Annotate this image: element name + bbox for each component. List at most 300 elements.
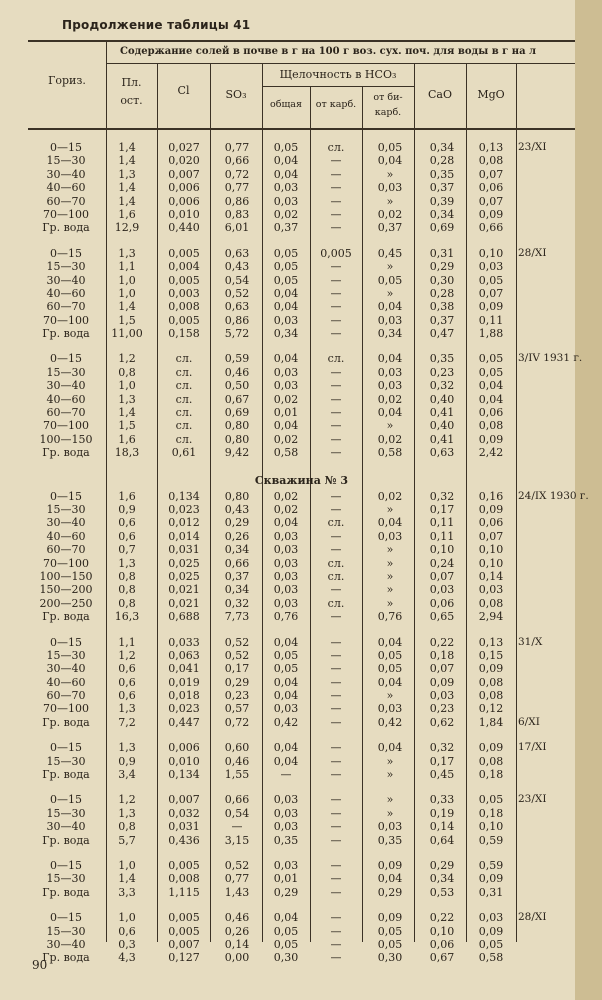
table-cell: 2,42 — [478, 446, 504, 460]
table-cell: 0,46 — [224, 754, 250, 768]
table-cell: 40—60 — [46, 675, 86, 689]
table-cell: — — [330, 221, 342, 235]
group-spacer — [28, 847, 575, 859]
table-cell: 0,021 — [168, 596, 200, 610]
table-cell: 0,09 — [478, 207, 504, 221]
table-row — [28, 516, 575, 529]
table-row — [28, 793, 575, 806]
table-cell: 1,4 — [118, 872, 136, 886]
header-so3: SO₃ — [225, 88, 247, 101]
table-cell: 0,09 — [478, 872, 504, 886]
table-cell: 0,07 — [478, 167, 504, 181]
table-cell: 0,61 — [171, 446, 197, 460]
header-cao: CaO — [428, 88, 452, 101]
table-cell: 70—100 — [43, 702, 89, 716]
table-cell: — — [330, 502, 342, 516]
sample-date-extra: 6/XI — [518, 715, 540, 728]
table-cell: 0,09 — [478, 662, 504, 676]
group-spacer — [28, 235, 575, 247]
table-cell: сл. — [175, 432, 193, 446]
table-cell: 0,014 — [168, 529, 200, 543]
table-cell: 0,04 — [273, 167, 299, 181]
table-cell: 0,004 — [168, 260, 200, 274]
table-row — [28, 154, 575, 167]
table-row — [28, 716, 575, 729]
table-cell: 0,05 — [273, 260, 299, 274]
sample-date: 23/XI — [518, 141, 547, 153]
table-cell: 0,35 — [429, 352, 455, 366]
table-cell: 0,8 — [118, 569, 136, 583]
table-cell: » — [386, 260, 394, 274]
table-cell: 1,55 — [224, 768, 250, 782]
table-cell: 0,006 — [168, 741, 200, 755]
table-row — [28, 938, 575, 951]
table-row — [28, 260, 575, 273]
table-cell: 0,027 — [168, 141, 200, 154]
header-alkalinity: Щелочность в HCO₃ — [279, 68, 397, 81]
table-cell: сл. — [327, 141, 345, 154]
table-cell: 15—30 — [46, 365, 86, 379]
table-cell: 0,005 — [168, 858, 200, 872]
table-cell: 0,436 — [168, 833, 200, 847]
row-group — [28, 489, 589, 624]
table-cell: 0,23 — [224, 689, 250, 703]
table-cell: 0,40 — [429, 419, 455, 433]
table-cell: 0,22 — [429, 635, 455, 649]
table-cell: 0,09 — [377, 858, 403, 872]
table-cell: 0,04 — [273, 911, 299, 925]
table-cell: 0,134 — [168, 489, 200, 503]
table-cell: 0,6 — [118, 689, 136, 703]
table-row — [28, 689, 575, 702]
table-cell: — — [330, 858, 342, 872]
table-cell: 0,05 — [273, 924, 299, 938]
table-cell: 0,04 — [377, 300, 403, 314]
table-cell: 0,08 — [478, 689, 504, 703]
table-cell: 0,688 — [168, 610, 200, 624]
table-cell: 0,41 — [429, 432, 455, 446]
table-cell: 0,14 — [224, 937, 250, 951]
table-cell: 1,2 — [118, 352, 136, 366]
table-cell: 0,05 — [478, 273, 504, 287]
table-row — [28, 768, 575, 781]
table-cell: 0,38 — [429, 300, 455, 314]
table-cell: — — [330, 702, 342, 716]
table-row — [28, 872, 575, 885]
row-group — [28, 859, 575, 899]
table-cell: 0,07 — [478, 286, 504, 300]
table-cell: 0,04 — [273, 352, 299, 366]
table-cell: 0,005 — [168, 911, 200, 925]
table-row — [28, 168, 575, 181]
table-cell: 0,46 — [224, 365, 250, 379]
header-cl: Cl — [177, 84, 190, 97]
table-cell: 0,031 — [168, 820, 200, 834]
row-group — [28, 352, 583, 460]
table-cell: 0—15 — [50, 635, 82, 649]
table-cell: 60—70 — [46, 689, 86, 703]
table-cell: 0,03 — [377, 702, 403, 716]
table-cell: — — [330, 885, 342, 899]
table-row — [28, 583, 575, 596]
table-cell: 200—250 — [39, 596, 93, 610]
table-cell: 0,01 — [273, 406, 299, 420]
table-cell: 1,4 — [118, 406, 136, 420]
table-cell: сл. — [327, 596, 345, 610]
table-cell: сл. — [175, 352, 193, 366]
table-cell: — — [280, 768, 292, 782]
group-spacer — [28, 729, 575, 741]
table-cell: 0,30 — [429, 273, 455, 287]
table-cell: 0,03 — [273, 806, 299, 820]
table-cell: 0,05 — [273, 246, 299, 260]
table-cell: — — [330, 754, 342, 768]
table-cell: 0—15 — [50, 489, 82, 503]
table-cell: » — [386, 543, 394, 557]
table-cell: сл. — [327, 352, 345, 366]
group-spacer — [28, 460, 575, 472]
table-cell: 0,04 — [377, 675, 403, 689]
table-cell: 0,158 — [168, 327, 200, 341]
table-cell: 0,05 — [273, 273, 299, 287]
table-cell: сл. — [175, 392, 193, 406]
table-cell: Гр. вода — [42, 221, 90, 235]
table-cell: 0,03 — [429, 689, 455, 703]
table-cell: 0,17 — [429, 502, 455, 516]
table-cell: 0,64 — [429, 833, 455, 847]
top-rule — [28, 40, 575, 42]
table-cell: 0,53 — [429, 885, 455, 899]
table-cell: 1,0 — [118, 379, 136, 393]
table-cell: 0,46 — [224, 911, 250, 925]
table-cell: 7,73 — [224, 610, 250, 624]
table-cell: 0,50 — [224, 379, 250, 393]
table-cell: 0,05 — [478, 937, 504, 951]
table-row — [28, 859, 575, 872]
table-cell: 0,02 — [273, 392, 299, 406]
table-cell: 0,69 — [224, 406, 250, 420]
table-cell: 0,23 — [429, 365, 455, 379]
table-cell: » — [386, 502, 394, 516]
span-title-rule — [106, 63, 575, 64]
table-cell: 0,17 — [429, 754, 455, 768]
table-cell: сл. — [175, 365, 193, 379]
table-cell: 30—40 — [46, 820, 86, 834]
table-cell: 0,6 — [118, 675, 136, 689]
table-cell: 0,86 — [224, 313, 250, 327]
table-cell: 0,34 — [377, 327, 403, 341]
table-cell: 0,59 — [478, 833, 504, 847]
table-cell: 0,37 — [224, 569, 250, 583]
table-cell: — — [330, 432, 342, 446]
table-cell: 1,1 — [118, 635, 136, 649]
table-row — [28, 610, 575, 623]
table-cell: 1,4 — [118, 181, 136, 195]
table-cell: 0,23 — [429, 702, 455, 716]
table-row — [28, 352, 583, 366]
table-cell: 0,9 — [118, 502, 136, 516]
table-cell: 1,4 — [118, 194, 136, 208]
table-cell: 0,31 — [429, 246, 455, 260]
table-cell: 15—30 — [46, 502, 86, 516]
table-cell: 1,6 — [118, 432, 136, 446]
table-cell: 0,30 — [273, 951, 299, 965]
header-alk-bicarb-1: от би- — [373, 92, 403, 103]
table-row — [28, 489, 589, 503]
table-row — [28, 755, 575, 768]
table-cell: 0,02 — [273, 489, 299, 503]
table-cell: 0,05 — [377, 273, 403, 287]
table-cell: 0,33 — [429, 793, 455, 807]
table-cell: 0,04 — [273, 154, 299, 168]
sample-date: 17/XI — [518, 741, 547, 754]
table-cell: » — [386, 768, 394, 782]
table-cell: » — [386, 806, 394, 820]
table-cell: 9,42 — [224, 446, 250, 460]
table-cell: 0,35 — [377, 833, 403, 847]
table-cell: 0,13 — [478, 635, 504, 649]
table-cell: 0,52 — [224, 858, 250, 872]
table-cell: » — [386, 167, 394, 181]
table-cell: 0,37 — [429, 181, 455, 195]
sample-date: 28/XI — [518, 246, 547, 259]
table-cell: 60—70 — [46, 406, 86, 420]
table-cell: 0,6 — [118, 529, 136, 543]
table-cell: — — [330, 446, 342, 460]
table-cell: 0,04 — [273, 741, 299, 755]
table-cell: 0,77 — [224, 141, 250, 154]
table-cell: 0,04 — [273, 635, 299, 649]
table-row — [28, 446, 575, 459]
table-cell: 0,66 — [224, 556, 250, 570]
table-row — [28, 195, 575, 208]
table-cell: 0,03 — [377, 181, 403, 195]
table-cell: 0,03 — [273, 569, 299, 583]
header-alk-bicarb-2: карб. — [374, 107, 402, 118]
table-cell: 0,07 — [429, 569, 455, 583]
table-cell: 0,02 — [377, 489, 403, 503]
sample-date: 31/X — [518, 635, 543, 648]
table-cell: 0,39 — [429, 194, 455, 208]
table-cell: 0,05 — [273, 141, 299, 154]
table-cell: 0,005 — [168, 924, 200, 938]
table-cell: 0,05 — [478, 365, 504, 379]
table-cell: 0,03 — [273, 858, 299, 872]
table-cell: 0—15 — [50, 141, 82, 154]
table-cell: 0,025 — [168, 569, 200, 583]
table-cell: — — [330, 768, 342, 782]
section-title: Скважина № 3 — [254, 473, 349, 487]
table-cell: 30—40 — [46, 937, 86, 951]
table-cell: 0,72 — [224, 167, 250, 181]
table-cell: 5,72 — [224, 327, 250, 341]
table-cell: 0,66 — [478, 221, 504, 235]
table-cell: 0,63 — [224, 300, 250, 314]
table-cell: 0,67 — [224, 392, 250, 406]
table-cell: 0,04 — [478, 379, 504, 393]
sample-date: 28/XI — [518, 911, 547, 924]
table-cell: 0,11 — [478, 313, 504, 327]
table-cell: 0,023 — [168, 502, 200, 516]
table-cell: 0,03 — [273, 702, 299, 716]
table-cell: 15—30 — [46, 260, 86, 274]
table-cell: 0,09 — [478, 300, 504, 314]
table-cell: 1,3 — [118, 702, 136, 716]
table-cell: 60—70 — [46, 194, 86, 208]
table-cell: 0,04 — [377, 154, 403, 168]
table-cell: 0,57 — [224, 702, 250, 716]
table-cell: 0,18 — [429, 648, 455, 662]
table-cell: 0,006 — [168, 181, 200, 195]
table-cell: 0,127 — [168, 951, 200, 965]
table-cell: — — [330, 207, 342, 221]
table-cell: — — [231, 820, 243, 834]
table-cell: 11,00 — [111, 327, 143, 341]
table-cell: 0,30 — [377, 951, 403, 965]
table-cell: — — [330, 154, 342, 168]
table-row — [28, 911, 575, 924]
table-cell: 70—100 — [43, 313, 89, 327]
table-cell: 0,032 — [168, 806, 200, 820]
table-cell: 0,03 — [478, 583, 504, 597]
table-cell: 0,10 — [429, 924, 455, 938]
table-cell: — — [330, 419, 342, 433]
table-cell: 0,32 — [429, 489, 455, 503]
table-cell: — — [330, 689, 342, 703]
table-row — [28, 287, 575, 300]
table-cell: — — [330, 406, 342, 420]
table-cell: 30—40 — [46, 379, 86, 393]
table-cell: 1,5 — [118, 419, 136, 433]
table-cell: 0,03 — [273, 596, 299, 610]
table-cell: 0,34 — [224, 583, 250, 597]
header-bottom-rule — [28, 128, 575, 130]
table-cell: 1,84 — [478, 715, 504, 729]
table-cell: 0,28 — [429, 154, 455, 168]
table-cell: 30—40 — [46, 167, 86, 181]
table-cell: 0,04 — [273, 300, 299, 314]
table-cell: — — [330, 872, 342, 886]
table-cell: 0,26 — [224, 529, 250, 543]
table-cell: 30—40 — [46, 273, 86, 287]
table-cell: 0,003 — [168, 286, 200, 300]
table-cell: 0,40 — [429, 392, 455, 406]
table-cell: 0,8 — [118, 583, 136, 597]
table-cell: 0,62 — [429, 715, 455, 729]
table-cell: 0,09 — [478, 741, 504, 755]
table-row — [28, 300, 575, 313]
table-cell: — — [330, 273, 342, 287]
table-cell: 0,05 — [273, 937, 299, 951]
table-row — [28, 327, 575, 340]
table-cell: 0,007 — [168, 793, 200, 807]
table-cell: — — [330, 675, 342, 689]
table-cell: 0,58 — [377, 446, 403, 460]
table-cell: — — [330, 167, 342, 181]
table-cell: 1,3 — [118, 806, 136, 820]
table-row — [28, 181, 575, 194]
table-cell: 0,10 — [478, 820, 504, 834]
table-cell: 0,03 — [377, 820, 403, 834]
table-row — [28, 221, 575, 234]
table-cell: 15—30 — [46, 754, 86, 768]
table-cell: 0,02 — [273, 432, 299, 446]
table-cell: 0,07 — [478, 194, 504, 208]
group-spacer — [28, 965, 575, 977]
table-cell: 0,72 — [224, 715, 250, 729]
table-cell: 0,04 — [273, 516, 299, 530]
header-alk-total: общая — [270, 99, 302, 110]
table-cell: 0,29 — [273, 885, 299, 899]
table-row — [28, 208, 575, 221]
table-cell: сл. — [175, 406, 193, 420]
table-cell: 0,29 — [377, 885, 403, 899]
sample-date: 3/IV 1931 г. — [518, 352, 583, 365]
table-cell: 0,77 — [224, 181, 250, 195]
table-cell: 1,3 — [118, 741, 136, 755]
table-cell: 1,115 — [168, 885, 200, 899]
table-cell: 1,0 — [118, 286, 136, 300]
table-cell: 0,59 — [224, 352, 250, 366]
table-cell: 0,34 — [273, 327, 299, 341]
table-cell: 0,04 — [377, 872, 403, 886]
table-row — [28, 925, 575, 938]
table-cell: 0,03 — [429, 583, 455, 597]
table-cell: 0,76 — [377, 610, 403, 624]
table-cell: » — [386, 286, 394, 300]
table-cell: — — [330, 313, 342, 327]
table-row — [28, 543, 575, 556]
table-cell: 15—30 — [46, 154, 86, 168]
table-cell: 0—15 — [50, 246, 82, 260]
table-row — [28, 419, 575, 432]
table-cell: — — [330, 392, 342, 406]
table-cell: 0,80 — [224, 419, 250, 433]
table-cell: 0,26 — [224, 924, 250, 938]
table-row — [28, 702, 575, 715]
table-cell: 30—40 — [46, 516, 86, 530]
table-cell: 0,32 — [429, 741, 455, 755]
table-cell: 70—100 — [43, 419, 89, 433]
table-cell: » — [386, 419, 394, 433]
table-cell: 0,008 — [168, 872, 200, 886]
table-cell: Гр. вода — [42, 951, 90, 965]
table-cell: 0,45 — [429, 768, 455, 782]
table-cell: 3,4 — [118, 768, 136, 782]
table-row — [28, 433, 575, 446]
table-cell: 0,018 — [168, 689, 200, 703]
table-cell: 0,08 — [478, 675, 504, 689]
table-cell: — — [330, 379, 342, 393]
table-cell: 16,3 — [114, 610, 140, 624]
table-cell: 0,9 — [118, 754, 136, 768]
header-alk-carb: от карб. — [315, 99, 357, 110]
table-cell: 1,4 — [118, 154, 136, 168]
table-cell: Гр. вода — [42, 446, 90, 460]
table-cell: 0,04 — [377, 352, 403, 366]
table-cell: 150—200 — [39, 583, 93, 597]
table-cell: 0,09 — [478, 432, 504, 446]
table-cell: 0,43 — [224, 502, 250, 516]
table-cell: 0,020 — [168, 154, 200, 168]
table-cell: — — [330, 715, 342, 729]
sample-date: 23/XI — [518, 793, 547, 806]
table-cell: 0,11 — [429, 516, 455, 530]
table-caption: Продолжение таблицы 41 — [62, 18, 251, 32]
table-cell: сл. — [175, 379, 193, 393]
table-cell: 0,03 — [377, 365, 403, 379]
table-cell: 0,11 — [429, 529, 455, 543]
